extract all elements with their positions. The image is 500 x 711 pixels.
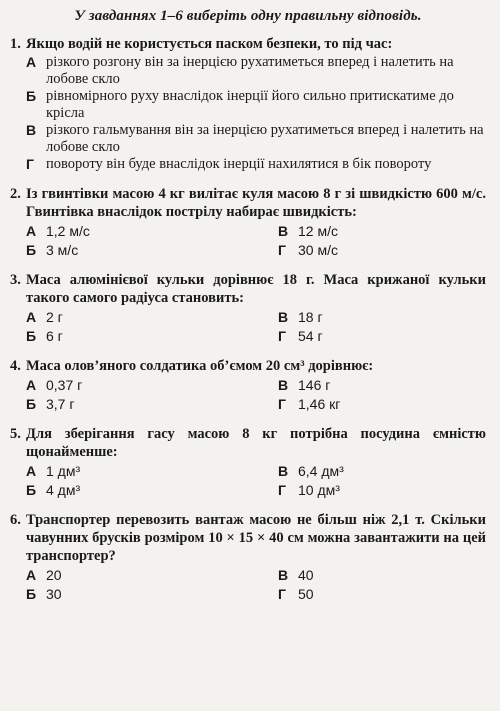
option-v[interactable] bbox=[278, 309, 478, 326]
option-a[interactable] bbox=[26, 567, 278, 584]
option-letter: В bbox=[278, 223, 289, 239]
option-text: 50 bbox=[298, 586, 314, 602]
option-letter: В bbox=[26, 122, 37, 138]
option-text: 12 м/с bbox=[298, 223, 338, 239]
option-text: різкого розгону він за інерцією рухатиметься вперед і налетить на лобове скло bbox=[46, 54, 454, 87]
option-letter: А bbox=[26, 223, 37, 239]
option-a[interactable] bbox=[26, 377, 278, 394]
option-letter: В bbox=[278, 377, 289, 393]
option-text: різкого гальмування він за інерцією рухатиметься вперед і налетить на лобове скло bbox=[46, 122, 484, 155]
option-text: 30 bbox=[46, 586, 62, 602]
option-a[interactable] bbox=[26, 463, 278, 480]
option-letter: Г bbox=[278, 242, 286, 258]
question-number: 5. bbox=[10, 426, 21, 442]
option-letter: А bbox=[26, 377, 37, 393]
option-text: повороту він буде внаслідок інерції нахилятися в бік повороту bbox=[46, 156, 432, 172]
option-letter: В bbox=[278, 567, 289, 583]
option-g[interactable] bbox=[278, 242, 478, 259]
option-b[interactable] bbox=[26, 396, 278, 413]
question-number: 2. bbox=[10, 186, 21, 202]
options-list bbox=[26, 54, 486, 173]
option-a[interactable] bbox=[26, 309, 278, 326]
option-text: 3,7 г bbox=[46, 396, 75, 412]
option-text: 10 дм³ bbox=[298, 482, 340, 498]
option-text: 6 г bbox=[46, 328, 63, 344]
option-text: 1 дм³ bbox=[46, 463, 81, 479]
option-text: 3 м/с bbox=[46, 242, 79, 258]
option-letter: В bbox=[278, 309, 289, 325]
option-letter: Б bbox=[26, 88, 37, 104]
options-grid bbox=[26, 463, 486, 499]
question-text: Маса олов’яного солдатика об’ємом 20 см³ дорівнює: bbox=[26, 358, 374, 374]
option-text: 20 bbox=[46, 567, 62, 583]
question-number: 1. bbox=[10, 36, 21, 52]
question-6 bbox=[10, 511, 486, 603]
question-number: 6. bbox=[10, 512, 21, 528]
option-letter: Б bbox=[26, 482, 37, 498]
option-v[interactable] bbox=[278, 377, 478, 394]
option-g[interactable] bbox=[278, 482, 478, 499]
option-text: 54 г bbox=[298, 328, 323, 344]
question-3 bbox=[10, 271, 486, 345]
question-5 bbox=[10, 425, 486, 499]
option-g[interactable] bbox=[278, 396, 478, 413]
option-text: 18 г bbox=[298, 309, 323, 325]
option-text: 2 г bbox=[46, 309, 63, 325]
option-text: 40 bbox=[298, 567, 314, 583]
option-g[interactable] bbox=[278, 328, 478, 345]
option-letter: Г bbox=[278, 482, 286, 498]
option-letter: Б bbox=[26, 328, 37, 344]
option-text: 4 дм³ bbox=[46, 482, 81, 498]
question-text: Якщо водій не користується паском безпеки, то під час: bbox=[26, 36, 393, 52]
question-4 bbox=[10, 357, 486, 413]
option-text: 1,46 кг bbox=[298, 396, 341, 412]
option-text: рівномірного руху внаслідок інерції його сильно притискатиме до крісла bbox=[46, 88, 454, 121]
option-letter: А bbox=[26, 567, 37, 583]
option-letter: Б bbox=[26, 586, 37, 602]
option-text: 6,4 дм³ bbox=[298, 463, 344, 479]
option-v[interactable] bbox=[278, 567, 478, 584]
options-grid bbox=[26, 223, 486, 259]
option-g[interactable] bbox=[26, 156, 486, 173]
option-v[interactable] bbox=[278, 463, 478, 480]
option-b[interactable] bbox=[26, 88, 486, 122]
option-b[interactable] bbox=[26, 482, 278, 499]
option-text: 1,2 м/с bbox=[46, 223, 90, 239]
option-a[interactable] bbox=[26, 223, 278, 240]
options-grid bbox=[26, 309, 486, 345]
question-2 bbox=[10, 185, 486, 259]
option-letter: Г bbox=[26, 156, 34, 172]
option-b[interactable] bbox=[26, 328, 278, 345]
option-v[interactable] bbox=[278, 223, 478, 240]
option-v[interactable] bbox=[26, 122, 486, 156]
option-a[interactable] bbox=[26, 54, 486, 88]
instruction-heading: У завданнях 1–6 виберіть одну правильну відповідь. bbox=[74, 8, 422, 24]
question-1 bbox=[10, 35, 486, 173]
option-letter: В bbox=[278, 463, 289, 479]
option-letter: А bbox=[26, 54, 37, 70]
options-grid bbox=[26, 377, 486, 413]
option-text: 0,37 г bbox=[46, 377, 83, 393]
question-text: Транспортер перевозить вантаж масою не більш ніж 2,1 т. Скільки чавунних брусків розміром 10 × 15 × 40 см можна завантажити на цей транспортер? bbox=[26, 512, 486, 564]
options-grid bbox=[26, 567, 486, 603]
question-text: Із гвинтівки масою 4 кг вилітає куля масою 8 г зі швидкістю 600 м/с. Гвинтівка внаслідок пострілу набирає швидкість: bbox=[26, 186, 486, 220]
option-g[interactable] bbox=[278, 586, 478, 603]
option-text: 30 м/с bbox=[298, 242, 338, 258]
option-letter: А bbox=[26, 463, 37, 479]
option-text: 146 г bbox=[298, 377, 331, 393]
question-number: 4. bbox=[10, 358, 21, 374]
question-number: 3. bbox=[10, 272, 21, 288]
option-b[interactable] bbox=[26, 586, 278, 603]
option-letter: А bbox=[26, 309, 37, 325]
option-letter: Г bbox=[278, 328, 286, 344]
option-letter: Г bbox=[278, 396, 286, 412]
option-letter: Б bbox=[26, 242, 37, 258]
question-text: Для зберігання гасу масою 8 кг потрібна посудина ємністю щонайменше: bbox=[26, 426, 486, 460]
option-b[interactable] bbox=[26, 242, 278, 259]
option-letter: Г bbox=[278, 586, 286, 602]
option-letter: Б bbox=[26, 396, 37, 412]
question-text: Маса алюмінієвої кульки дорівнює 18 г. Маса крижаної кульки такого самого радіуса становить: bbox=[26, 272, 486, 306]
